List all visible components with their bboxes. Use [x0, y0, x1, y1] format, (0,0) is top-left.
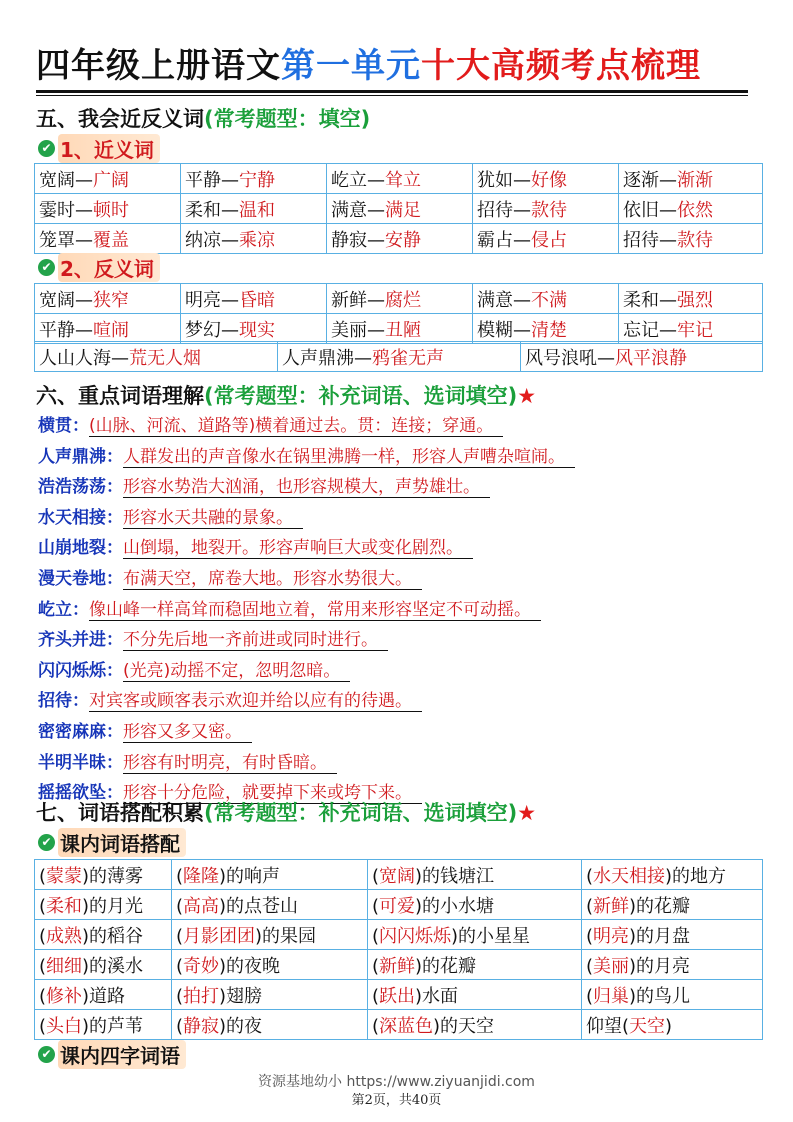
table-cell	[172, 860, 368, 890]
word: )的鸟儿	[629, 985, 691, 1007]
table-cell	[473, 164, 619, 194]
definition-row	[38, 625, 388, 651]
answer-word: 喧闹	[93, 319, 129, 341]
table-cell	[172, 920, 368, 950]
table-row	[35, 890, 763, 920]
definition-text: 形容有时明亮，有时昏暗。	[123, 753, 337, 774]
answer-word: 宽阔	[379, 865, 416, 887]
table-cell	[172, 980, 368, 1010]
check-icon: ✔	[38, 1046, 55, 1063]
table-row	[35, 224, 763, 254]
word: 美丽—	[331, 319, 385, 341]
table-cell	[35, 342, 278, 372]
table-cell	[181, 224, 327, 254]
definition-row	[38, 564, 422, 590]
answer-word: 奇妙	[183, 955, 220, 977]
definition-text: (山脉、河流、道路等)横着通过去。贯：连接；穿通。	[89, 416, 503, 437]
word: (	[586, 925, 594, 947]
answer-word: 闪闪烁烁	[379, 925, 452, 947]
word: )的花瓣	[415, 955, 477, 977]
four-char-subheading	[38, 1041, 186, 1067]
word: 忘记—	[623, 319, 677, 341]
table-cell	[35, 314, 181, 344]
section-5-label: 五、我会近反义词	[36, 107, 204, 131]
synonyms-subheading	[38, 135, 160, 161]
definition-term: 半明半昧：	[38, 752, 123, 773]
word: )的薄雾	[82, 865, 144, 887]
word: )的响声	[219, 865, 281, 887]
footer-page-number: 第2页，共40页	[351, 1093, 442, 1108]
table-cell	[473, 224, 619, 254]
definition-term: 摇摇欲坠：	[38, 783, 123, 804]
answer-word: 安静	[385, 229, 421, 251]
definition-term: 水天相接：	[38, 507, 123, 528]
answer-word: 狭窄	[93, 289, 129, 311]
four-char-label: 课内四字词语	[58, 1040, 186, 1069]
table-cell	[35, 860, 172, 890]
definition-text: 布满天空，席卷大地。形容水势很大。	[123, 569, 422, 590]
definition-row	[38, 595, 541, 621]
word: 人山人海—	[39, 347, 129, 369]
definition-text: 像山峰一样高耸而稳固地立着，常用来形容坚定不可动摇。	[89, 600, 541, 621]
section-5-heading	[36, 103, 370, 133]
word: 平静—	[39, 319, 93, 341]
word: 依旧—	[623, 199, 677, 221]
footer-site: 资源基地幼小 https://www.ziyuanjidi.com	[258, 1074, 535, 1090]
table-cell	[582, 920, 763, 950]
word: )的月亮	[629, 955, 691, 977]
word: 明亮—	[185, 289, 239, 311]
table-cell	[327, 194, 473, 224]
antonyms-subheading	[38, 254, 160, 280]
antonyms-table	[34, 283, 763, 344]
definition-term: 浩浩荡荡：	[38, 477, 123, 498]
answer-word: 丑陋	[385, 319, 421, 341]
word: )的小星星	[451, 925, 531, 947]
answer-word: 渐渐	[677, 169, 713, 191]
answer-word: 款待	[677, 229, 713, 251]
table-cell	[368, 890, 582, 920]
table-cell	[35, 224, 181, 254]
word: (	[176, 895, 184, 917]
definition-term: 闪闪烁烁：	[38, 660, 123, 681]
table-cell	[181, 164, 327, 194]
definition-term: 人声鼎沸：	[38, 446, 123, 467]
title-part3: 十大高频考点梳理	[421, 46, 701, 86]
answer-word: 归巢	[593, 985, 630, 1007]
word: (	[176, 985, 184, 1007]
definition-text: 不分先后地一齐前进或同时进行。	[123, 630, 388, 651]
table-cell	[619, 314, 763, 344]
answer-word: 隆隆	[183, 865, 220, 887]
answer-word: 新鲜	[379, 955, 416, 977]
table-cell	[582, 890, 763, 920]
table-cell	[327, 284, 473, 314]
page-title	[36, 38, 748, 88]
answer-word: 蒙蒙	[46, 865, 83, 887]
table-cell	[619, 224, 763, 254]
definition-row	[38, 656, 350, 682]
word: (	[372, 865, 380, 887]
table-cell	[35, 194, 181, 224]
answer-word: 天空	[629, 1015, 666, 1037]
word: )翅膀	[219, 985, 263, 1007]
table-cell	[172, 1010, 368, 1040]
word: 犹如—	[477, 169, 531, 191]
definition-term: 密密麻麻：	[38, 722, 123, 742]
answer-word: 昏暗	[239, 289, 275, 311]
word: 人声鼎沸—	[282, 347, 372, 369]
word: )的点苍山	[219, 895, 299, 917]
answer-word: 好像	[531, 169, 567, 191]
section-6-heading	[36, 380, 536, 410]
table-row	[35, 1010, 763, 1040]
word: (	[372, 1015, 380, 1037]
section-6-label: 六、重点词语理解	[36, 384, 204, 408]
answer-word: 风平浪静	[615, 347, 687, 369]
word: (	[39, 955, 47, 977]
table-cell	[181, 194, 327, 224]
table-cell	[368, 950, 582, 980]
word: 宽阔—	[39, 289, 93, 311]
answer-word: 覆盖	[93, 229, 129, 251]
table-cell	[368, 1010, 582, 1040]
definition-text: 对宾客或顾客表示欢迎并给以应有的待遇。	[89, 691, 422, 712]
table-cell	[368, 980, 582, 1010]
answer-word: 高高	[183, 895, 220, 917]
table-cell	[521, 342, 763, 372]
answer-word: 拍打	[183, 985, 220, 1007]
table-cell	[35, 950, 172, 980]
table-row	[35, 342, 763, 372]
check-icon: ✔	[38, 140, 55, 157]
answer-word: 鸦雀无声	[372, 347, 444, 369]
word: 柔和—	[185, 199, 239, 221]
answer-word: 静寂	[183, 1015, 220, 1037]
word: 静寂—	[331, 229, 385, 251]
word: 笼罩—	[39, 229, 93, 251]
table-cell	[172, 950, 368, 980]
table-cell	[327, 224, 473, 254]
word: (	[39, 1015, 47, 1037]
answer-word: 跃出	[379, 985, 416, 1007]
table-row	[35, 950, 763, 980]
answer-word: 清楚	[531, 319, 567, 341]
word: )的稻谷	[82, 925, 144, 947]
definition-row	[38, 472, 490, 498]
table-cell	[35, 980, 172, 1010]
answer-word: 温和	[239, 199, 275, 221]
answer-word: 依然	[677, 199, 713, 221]
word: 模糊—	[477, 319, 531, 341]
word: )的夜	[219, 1015, 263, 1037]
table-cell	[619, 164, 763, 194]
definition-text: 人群发出的声音像水在锅里沸腾一样，形容人声嘈杂喧闹。	[123, 447, 575, 468]
word: (	[586, 955, 594, 977]
table-cell	[582, 980, 763, 1010]
section-7-type: (常考题型：补充词语、选词填空)	[204, 801, 518, 825]
answer-word: 现实	[239, 319, 275, 341]
answer-word: 水天相接	[593, 865, 666, 887]
answer-word: 修补	[46, 985, 83, 1007]
table-cell	[327, 314, 473, 344]
table-cell	[181, 284, 327, 314]
word: 纳凉—	[185, 229, 239, 251]
word: )的果园	[255, 925, 317, 947]
definition-row	[38, 533, 473, 559]
table-cell	[35, 920, 172, 950]
answer-word: 侵占	[531, 229, 567, 251]
table-row	[35, 314, 763, 344]
table-cell	[35, 164, 181, 194]
antonyms-label: 2、反义词	[58, 253, 160, 282]
collocations-table	[34, 859, 763, 1040]
word: )的夜晚	[219, 955, 281, 977]
word: )的芦苇	[82, 1015, 144, 1037]
table-row	[35, 194, 763, 224]
title-part2: 第一单元	[281, 46, 421, 86]
table-cell	[582, 950, 763, 980]
definition-text: (光亮)动摇不定，忽明忽暗。	[123, 661, 350, 682]
section-6-type: (常考题型：补充词语、选词填空)	[204, 384, 518, 408]
word: (	[372, 895, 380, 917]
star-icon: ★	[517, 801, 537, 825]
title-part1: 四年级上册语文	[36, 46, 281, 86]
answer-word: 不满	[531, 289, 567, 311]
table-cell	[619, 284, 763, 314]
table-cell	[172, 890, 368, 920]
word: 满意—	[477, 289, 531, 311]
word: )的花瓣	[629, 895, 691, 917]
answer-word: 可爱	[379, 895, 416, 917]
word: 仰望(	[586, 1015, 630, 1037]
word: )道路	[82, 985, 126, 1007]
section-7-label: 七、词语搭配积累	[36, 801, 204, 825]
word: )的钱塘江	[415, 865, 495, 887]
answer-word: 满足	[385, 199, 421, 221]
table-cell	[278, 342, 521, 372]
word: )	[665, 1015, 673, 1037]
section-7-heading	[36, 797, 536, 827]
definition-term: 屹立：	[38, 599, 89, 620]
word: (	[39, 985, 47, 1007]
antonyms-wide-table	[34, 341, 763, 372]
word: 风号浪吼—	[525, 347, 615, 369]
definition-row	[38, 717, 252, 743]
word: )的溪水	[82, 955, 144, 977]
table-cell	[582, 860, 763, 890]
word: 新鲜—	[331, 289, 385, 311]
table-cell	[619, 194, 763, 224]
word: (	[372, 955, 380, 977]
table-cell	[35, 1010, 172, 1040]
table-cell	[473, 194, 619, 224]
word: 梦幻—	[185, 319, 239, 341]
answer-word: 荒无人烟	[129, 347, 201, 369]
table-cell	[368, 920, 582, 950]
definition-term: 横贯：	[38, 416, 89, 436]
word: )水面	[415, 985, 459, 1007]
word: (	[176, 1015, 184, 1037]
definition-text: 形容又多又密。	[123, 722, 252, 743]
answer-word: 广阔	[93, 169, 129, 191]
definition-term: 齐头并进：	[38, 630, 123, 651]
word: (	[176, 955, 184, 977]
answer-word: 宁静	[239, 169, 275, 191]
definition-row	[38, 686, 422, 712]
answer-word: 美丽	[593, 955, 630, 977]
word: 招待—	[477, 199, 531, 221]
check-icon: ✔	[38, 834, 55, 851]
answer-word: 深蓝色	[379, 1015, 434, 1037]
synonyms-table	[34, 163, 763, 254]
collocations-subheading	[38, 829, 186, 855]
word: )的月光	[82, 895, 144, 917]
answer-word: 头白	[46, 1015, 83, 1037]
section-5-type: (常考题型：填空)	[204, 107, 371, 131]
word: 霎时—	[39, 199, 93, 221]
table-row	[35, 980, 763, 1010]
table-cell	[35, 284, 181, 314]
definition-term: 山崩地裂：	[38, 538, 123, 559]
title-underline	[36, 90, 748, 93]
answer-word: 乘凉	[239, 229, 275, 251]
answer-word: 耸立	[385, 169, 421, 191]
definition-text: 形容水势浩大汹涌，也形容规模大，声势雄壮。	[123, 477, 490, 498]
table-row	[35, 284, 763, 314]
answer-word: 腐烂	[385, 289, 421, 311]
synonyms-label: 1、近义词	[58, 134, 160, 163]
table-cell	[582, 1010, 763, 1040]
answer-word: 成熟	[46, 925, 83, 947]
word: (	[372, 985, 380, 1007]
word: 屹立—	[331, 169, 385, 191]
answer-word: 款待	[531, 199, 567, 221]
definition-row	[38, 442, 575, 468]
collocations-label: 课内词语搭配	[58, 828, 186, 857]
word: (	[39, 895, 47, 917]
table-cell	[368, 860, 582, 890]
answer-word: 细细	[46, 955, 83, 977]
word: 柔和—	[623, 289, 677, 311]
definition-row	[38, 748, 337, 774]
word: 逐渐—	[623, 169, 677, 191]
word: )的小水塘	[415, 895, 495, 917]
answer-word: 顿时	[93, 199, 129, 221]
definition-text: 形容十分危险，就要掉下来或垮下来。	[123, 783, 422, 804]
word: 平静—	[185, 169, 239, 191]
word: 宽阔—	[39, 169, 93, 191]
word: )的地方	[665, 865, 727, 887]
answer-word: 新鲜	[593, 895, 630, 917]
answer-word: 牢记	[677, 319, 713, 341]
answer-word: 强烈	[677, 289, 713, 311]
word: (	[39, 865, 47, 887]
check-icon: ✔	[38, 259, 55, 276]
table-cell	[473, 314, 619, 344]
table-cell	[35, 890, 172, 920]
word: (	[176, 925, 184, 947]
answer-word: 明亮	[593, 925, 630, 947]
table-row	[35, 920, 763, 950]
title-underline-thin	[36, 95, 748, 96]
definition-term: 招待：	[38, 691, 89, 712]
table-row	[35, 860, 763, 890]
definition-text: 形容水天共融的景象。	[123, 508, 303, 529]
word: (	[39, 925, 47, 947]
word: )的月盘	[629, 925, 691, 947]
table-row	[35, 164, 763, 194]
word: (	[176, 865, 184, 887]
definition-term: 漫天卷地：	[38, 569, 123, 589]
definition-row	[38, 503, 303, 529]
word: (	[586, 895, 594, 917]
word: 满意—	[331, 199, 385, 221]
word: 霸占—	[477, 229, 531, 251]
table-cell	[327, 164, 473, 194]
word: (	[372, 925, 380, 947]
word: )的天空	[433, 1015, 495, 1037]
word: (	[586, 985, 594, 1007]
answer-word: 柔和	[46, 895, 83, 917]
table-cell	[473, 284, 619, 314]
answer-word: 月影团团	[183, 925, 256, 947]
star-icon: ★	[517, 384, 537, 408]
word: 招待—	[623, 229, 677, 251]
word: (	[586, 865, 594, 887]
table-cell	[181, 314, 327, 344]
definition-row	[38, 411, 503, 437]
definition-text: 山倒塌，地裂开。形容声响巨大或变化剧烈。	[123, 538, 473, 559]
